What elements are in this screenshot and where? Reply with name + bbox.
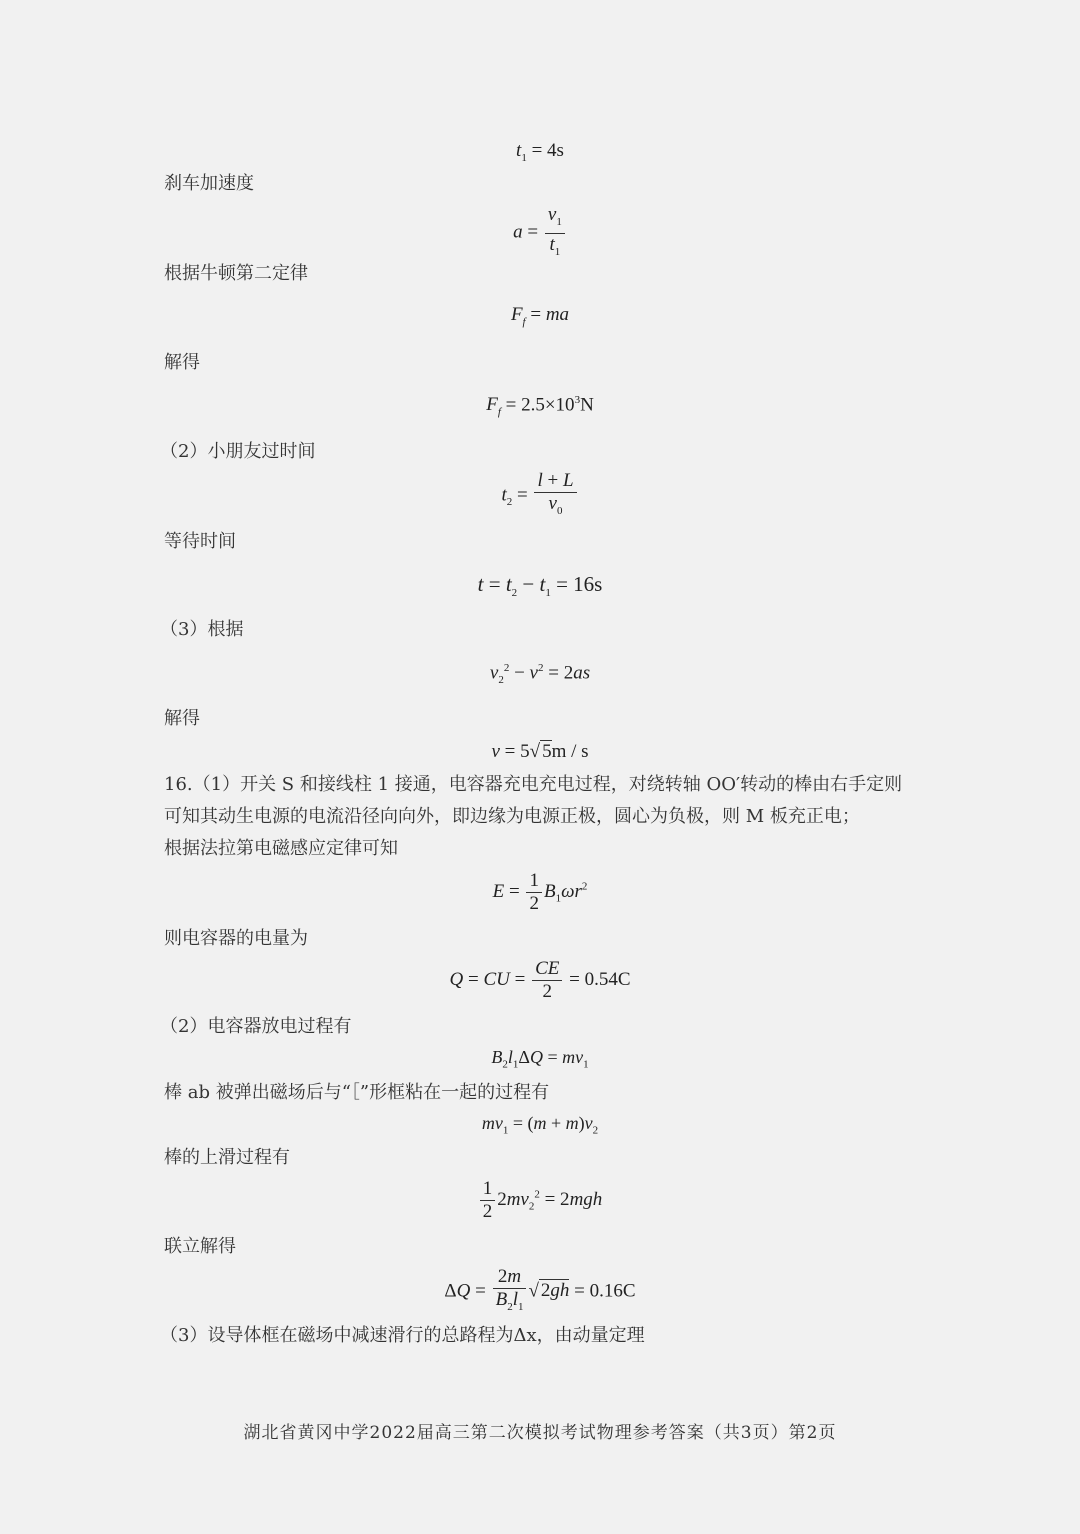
wait-label: 等待时间: [164, 531, 236, 552]
equation-dQ: ΔQ = $\frac{2m}{B_2l_1}$ √ 2gh = 0.16C: [444, 1266, 636, 1313]
solve-label-1: 解得: [164, 352, 200, 373]
page-footer: 湖北省黄冈中学2022届高三第二次模拟考试物理参考答案（共3页）第2页: [243, 1423, 837, 1443]
q16-paragraph: [164, 769, 924, 865]
equation-kinematic: $v_2^2 - v^2 = 2as$: [489, 662, 591, 687]
equation-ff-result: $F_f = 2.5\times 10^3N$: [486, 394, 594, 419]
q16-line-3: 根据法拉第电磁感应定律可知: [164, 838, 398, 859]
bounce-label: 棒 ab 被弹出磁场后与“［”形框粘在一起的过程有: [164, 1082, 550, 1103]
combine-label: 联立解得: [164, 1236, 236, 1257]
equation-accel: a = $\frac{v_1}{t_1}$: [0, 204, 1080, 263]
equation-v: v = 5√ 5m / s: [491, 741, 589, 762]
q16-line-2: 可知其动生电源的电流沿径向向外，即边缘为电源正极，圆心为负极，则 M 板充正电；: [164, 806, 860, 827]
equation-t: $t = t_2 - t_1 = 16s$: [477, 572, 603, 600]
brake-accel-label: 刹车加速度: [164, 173, 254, 194]
q16-part3-label: （3）设导体框在磁场中减速滑行的总路程为Δx，由动量定理: [160, 1325, 645, 1346]
slide-label: 棒的上滑过程有: [164, 1147, 290, 1168]
equation-impulse: $B_2l_1\Delta Q = mv_1$: [491, 1047, 589, 1071]
equation-ff: $F_f$ = ma: [510, 304, 570, 328]
equation-Q: Q = CU = $\frac{CE}{2}$ = 0.54C: [449, 958, 631, 1002]
part2-label: （2）小朋友过时间: [160, 441, 316, 462]
part3-label: （3）根据: [160, 619, 244, 640]
solve-label-2: 解得: [164, 708, 200, 729]
charge-label: 则电容器的电量为: [164, 928, 308, 949]
q16-line-1: 16.（1）开关 S 和接线柱 1 接通，电容器充电充电过程，对绕转轴 OO′转动的棒由右手定则: [164, 774, 903, 795]
equation-emf: E = $\frac{1}{2}$ $B_1\omega r^2$: [492, 870, 588, 914]
q16-part2-label: （2）电容器放电过程有: [160, 1016, 352, 1037]
equation-energy: $\frac{1}{2}$ $2mv_2^2 = 2mgh$: [0, 1178, 1080, 1223]
newton-label: 根据牛顿第二定律: [164, 263, 308, 284]
equation-t1: $t_1 = 4s$: [516, 140, 564, 164]
equation-t2: $t_2$ = $\frac{l + L}{v_0}$: [0, 470, 1080, 522]
equation-momentum: $mv_1 = (m + m)v_2$: [481, 1113, 599, 1137]
